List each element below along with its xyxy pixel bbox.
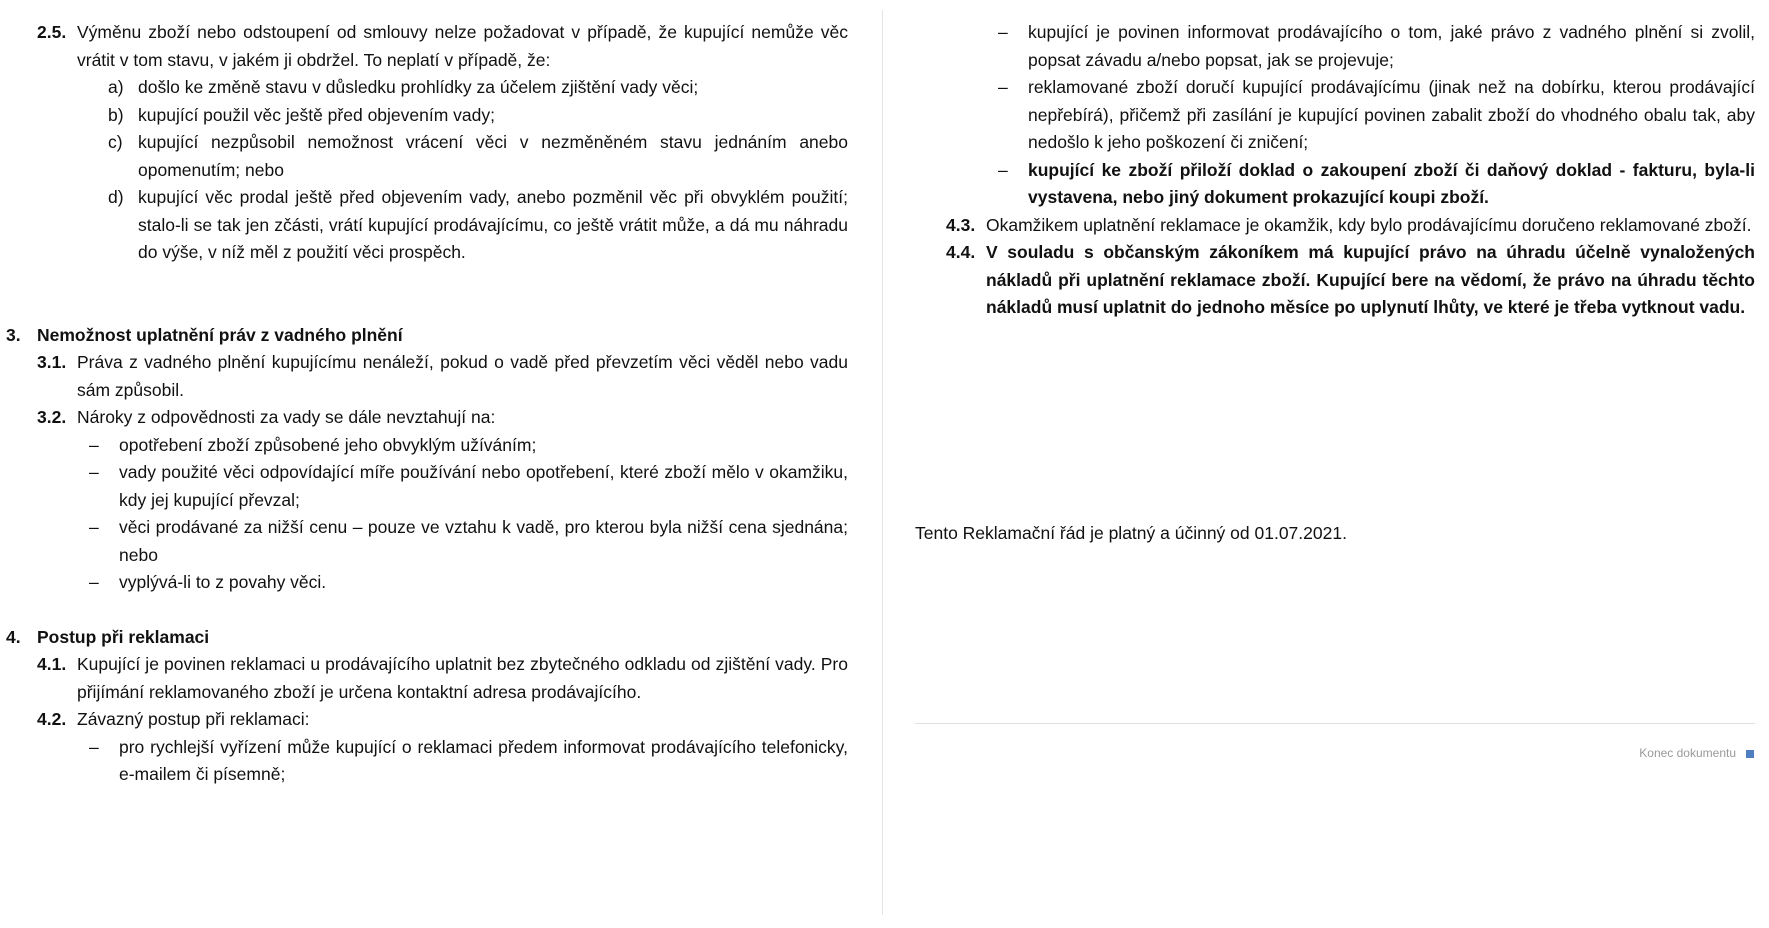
list-text: kupující ke zboží přiloží doklad o zakoupení zboží či daňový doklad - fakturu, byla-li vystavena, nebo jiný dokument prokazující koupi zboží. (1028, 159, 1755, 207)
square-icon (1746, 750, 1754, 758)
validity-statement: Tento Reklamační řád je platný a účinný od 01.07.2021. (915, 523, 1347, 543)
list-item (89, 514, 848, 569)
end-divider (915, 723, 1755, 724)
end-of-document (1639, 740, 1754, 768)
section-title: Postup při reklamaci (37, 626, 210, 647)
clause-2-5 (37, 19, 848, 74)
list-text: reklamované zboží doručí kupující prodávajícímu (jinak než na dobírku, kterou prodávající nepřebírá), přičemž při zasílání je kupující povinen zabalit zboží do vhodného obalu tak, aby nedošlo k jeho poškození či zničení; (1028, 77, 1755, 152)
list-item (108, 129, 848, 184)
list-item (89, 432, 848, 460)
list-marker: – (998, 77, 1008, 97)
list-item (89, 734, 848, 789)
list-marker: – (998, 22, 1008, 42)
list-marker: – (89, 434, 99, 455)
clause-3-1 (37, 349, 848, 404)
list-text: kupující je povinen informovat prodávajícího o tom, jaké právo z vadného plnění si zvolil, popsat závadu a/nebo popsat, jak se projevuje; (1028, 22, 1755, 70)
clause-text: Výměnu zboží nebo odstoupení od smlouvy nelze požadovat v případě, že kupující nemůže věc vrátit v tom stavu, v jakém ji obdržel. To neplatí v případě, že: (77, 22, 848, 70)
clause-number: 4.4. (946, 242, 976, 262)
column-divider (882, 10, 883, 915)
clause-2-5-list (6, 74, 848, 267)
list-item (998, 157, 1755, 212)
clause-number: 4.3. (946, 214, 976, 235)
list-item (108, 74, 848, 102)
clause-text: Práva z vadného plnění kupujícímu nenáleží, pokud o vadě před převzetím věci věděl nebo vadu sám způsobil. (77, 352, 848, 400)
list-text: došlo ke změně stavu v důsledku prohlídky za účelem zjištění vady věci; (138, 77, 699, 97)
clause-number: 3.2. (37, 407, 67, 427)
list-marker: a) (108, 77, 124, 97)
list-item (108, 102, 848, 130)
section-number: 3. (6, 324, 21, 345)
clause-4-1 (37, 651, 848, 706)
list-item (89, 569, 848, 597)
list-text: opotřebení zboží způsobené jeho obvyklým užíváním; (119, 434, 537, 455)
list-marker: – (89, 572, 99, 592)
clause-4-2 (37, 706, 848, 734)
clause-text: Závazný postup při reklamaci: (77, 709, 310, 729)
right-column (915, 19, 1755, 322)
list-text: vyplývá-li to z povahy věci. (119, 572, 327, 592)
list-marker: – (89, 517, 99, 537)
end-of-document-label: Konec dokumentu (1639, 746, 1736, 760)
clause-text: V souladu s občanským zákoníkem má kupující právo na úhradu účelně vynaložených nákladů při uplatnění reklamace zboží. Kupující bere na vědomí, že právo na úhradu těchto nákladů musí uplatnit do jednoho měsíce po uplynutí lhůty, ve které je třeba vytknout vadu. (986, 242, 1755, 317)
clause-4-2-list (6, 734, 848, 789)
clause-number: 4.2. (37, 709, 67, 729)
list-marker: c) (108, 132, 123, 152)
list-marker: – (89, 462, 99, 482)
list-text: věci prodávané za nižší cenu – pouze ve vztahu k vadě, pro kterou byla nižší cena sjednána; nebo (119, 517, 848, 565)
clause-number: 2.5. (37, 22, 67, 42)
clause-3-2 (37, 404, 848, 432)
clause-4-4 (946, 239, 1755, 322)
clause-text: Kupující je povinen reklamaci u prodávajícího uplatnit bez zbytečného odkladu od zjištění vady. Pro přijímání reklamovaného zboží je určena kontaktní adresa prodávajícího. (77, 654, 848, 702)
section-4-heading (6, 624, 848, 652)
clause-number: 4.1. (37, 654, 67, 674)
clause-4-2-list-continued (915, 19, 1755, 212)
clause-4-3 (946, 212, 1755, 240)
list-marker: d) (108, 187, 124, 207)
list-item (998, 19, 1755, 74)
clause-text: Okamžikem uplatnění reklamace je okamžik, kdy bylo prodávajícímu doručeno reklamované zboží. (986, 214, 1752, 235)
section-title: Nemožnost uplatnění práv z vadného plnění (37, 324, 403, 345)
list-item (89, 459, 848, 514)
list-text: kupující věc prodal ještě před objevením vady, anebo pozměnil věc při obvyklém použití; stalo-li se tak jen zčásti, vrátí kupující prodávajícímu, co ještě vrátit může, a dá mu náhradu do výše, v níž měl z použití věci prospěch. (138, 187, 848, 262)
list-item (998, 74, 1755, 157)
left-column (6, 19, 848, 789)
section-3-heading (6, 322, 848, 350)
clause-number: 3.1. (37, 352, 67, 372)
list-item (108, 184, 848, 267)
list-marker: – (998, 159, 1008, 180)
clause-text: Nároky z odpovědnosti za vady se dále nevztahují na: (77, 407, 496, 427)
list-marker: – (89, 736, 99, 757)
list-marker: b) (108, 104, 124, 125)
clause-3-2-list (6, 432, 848, 597)
list-text: vady použité věci odpovídající míře používání nebo opotřebení, které zboží mělo v okamžiku, kdy jej kupující převzal; (119, 462, 848, 510)
list-text: kupující použil věc ještě před objevením vady; (138, 104, 495, 125)
list-text: kupující nezpůsobil nemožnost vrácení věci v nezměněném stavu jednáním anebo opomenutím; nebo (138, 132, 848, 180)
list-text: pro rychlejší vyřízení může kupující o reklamaci předem informovat prodávajícího telefonicky, e-mailem či písemně; (119, 736, 848, 784)
section-number: 4. (6, 626, 21, 647)
